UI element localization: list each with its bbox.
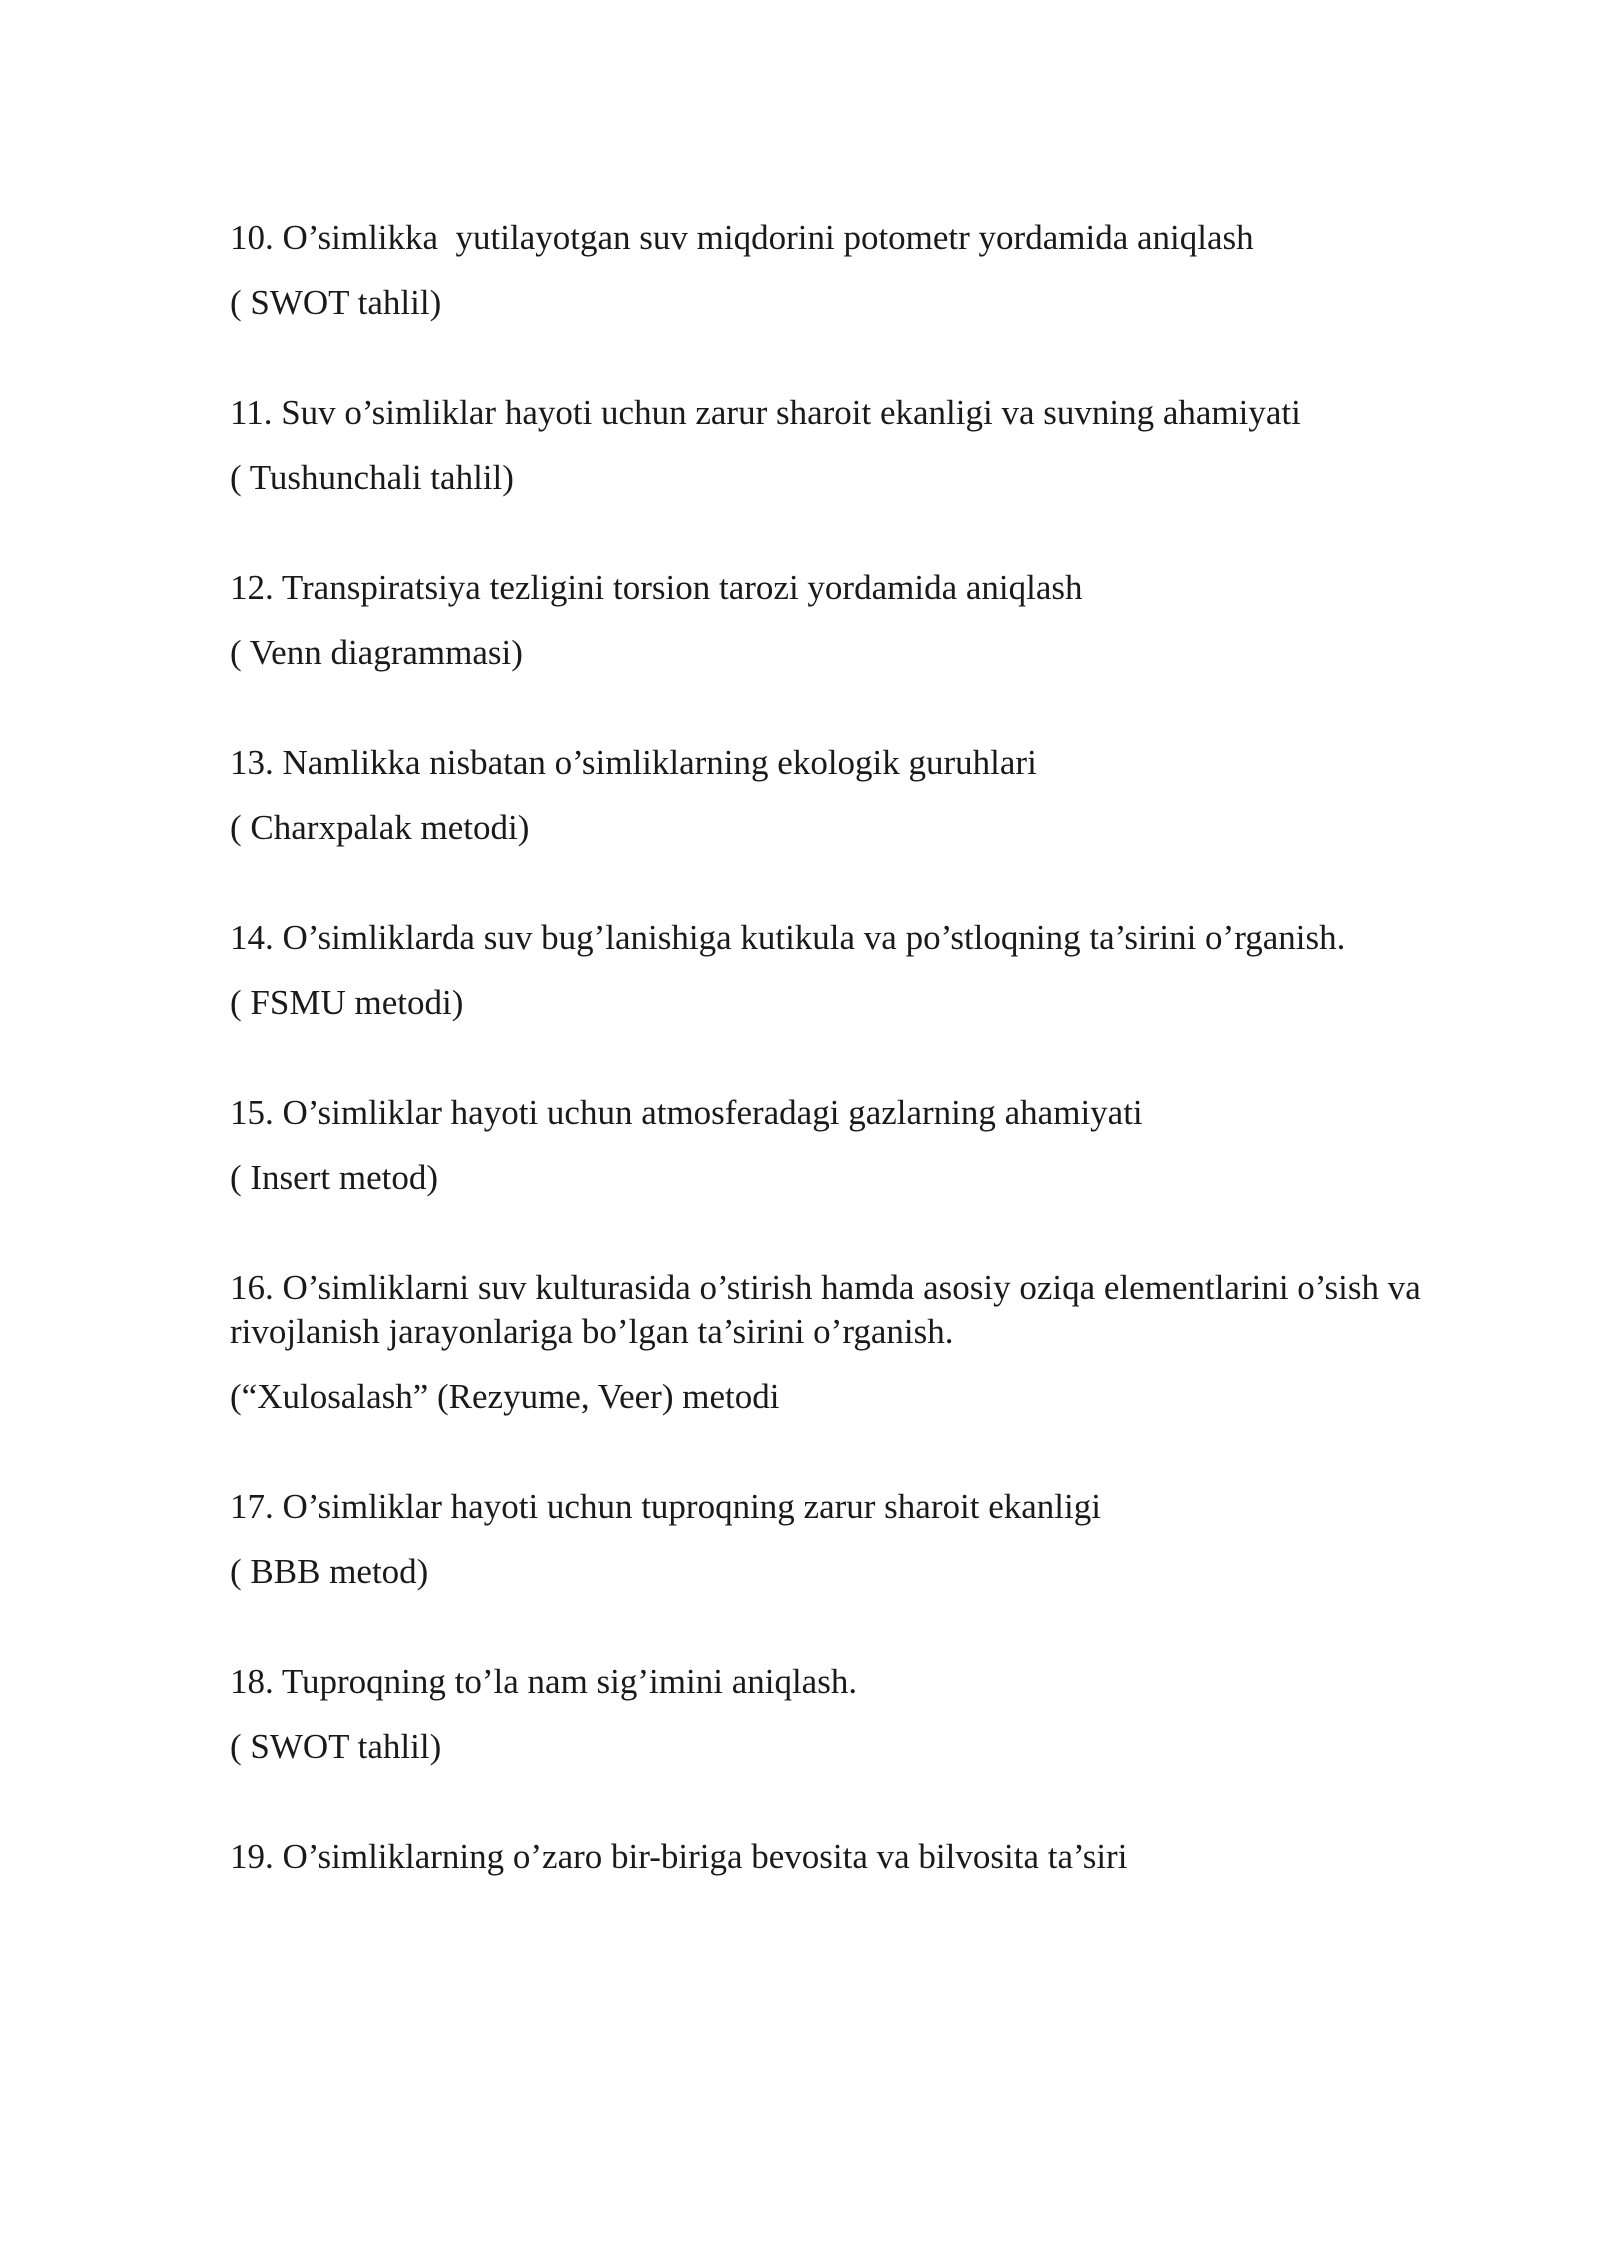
method-label: ( Tushunchali tahlil) — [230, 458, 514, 497]
list-item — [230, 391, 1500, 500]
list-item — [230, 916, 1500, 1025]
method-label: (“Xulosalash” (Rezyume, Veer) metodi — [230, 1377, 780, 1416]
topic-title: 15. O’simliklar hayoti uchun atmosferadagi gazlarning ahamiyati — [230, 1093, 1143, 1132]
list-item — [230, 1835, 1500, 1879]
topic-title: 14. O’simliklarda suv bug’lanishiga kutikula va po’stloqning ta’sirini o’rganish. — [230, 918, 1346, 957]
topic-title: 18. Tuproqning to’la nam sig’imini aniqlash. — [230, 1662, 858, 1701]
list-item — [230, 1091, 1500, 1200]
topic-title: 19. O’simliklarning o’zaro bir-biriga bevosita va bilvosita ta’siri — [230, 1837, 1128, 1876]
list-item — [230, 1485, 1500, 1594]
topic-list — [230, 216, 1500, 1945]
topic-title: 17. O’simliklar hayoti uchun tuproqning zarur sharoit ekanligi — [230, 1487, 1101, 1526]
list-item — [230, 566, 1500, 675]
topic-title: 13. Namlikka nisbatan o’simliklarning ekologik guruhlari — [230, 743, 1037, 782]
list-item — [230, 216, 1500, 325]
method-label: ( BBB metod) — [230, 1552, 429, 1591]
method-label: ( SWOT tahlil) — [230, 1727, 442, 1766]
list-item — [230, 1660, 1500, 1769]
method-label: ( Insert metod) — [230, 1158, 438, 1197]
topic-title: 16. O’simliklarni suv kulturasida o’stirish hamda asosiy oziqa elementlarini o’sish va rivojlanish jarayonlariga bo’lgan ta’sirini o’rganish. — [230, 1268, 1430, 1351]
method-label: ( SWOT tahlil) — [230, 283, 442, 322]
topic-title: 11. Suv o’simliklar hayoti uchun zarur sharoit ekanligi va suvning ahamiyati — [230, 393, 1301, 432]
topic-title: 10. O’simlikka yutilayotgan suv miqdorini potometr yordamida aniqlash — [230, 218, 1254, 257]
method-label: ( Charxpalak metodi) — [230, 808, 530, 847]
method-label: ( Venn diagrammasi) — [230, 633, 523, 672]
list-item — [230, 741, 1500, 850]
topic-title: 12. Transpiratsiya tezligini torsion tarozi yordamida aniqlash — [230, 568, 1083, 607]
list-item — [230, 1266, 1500, 1419]
method-label: ( FSMU metodi) — [230, 983, 464, 1022]
